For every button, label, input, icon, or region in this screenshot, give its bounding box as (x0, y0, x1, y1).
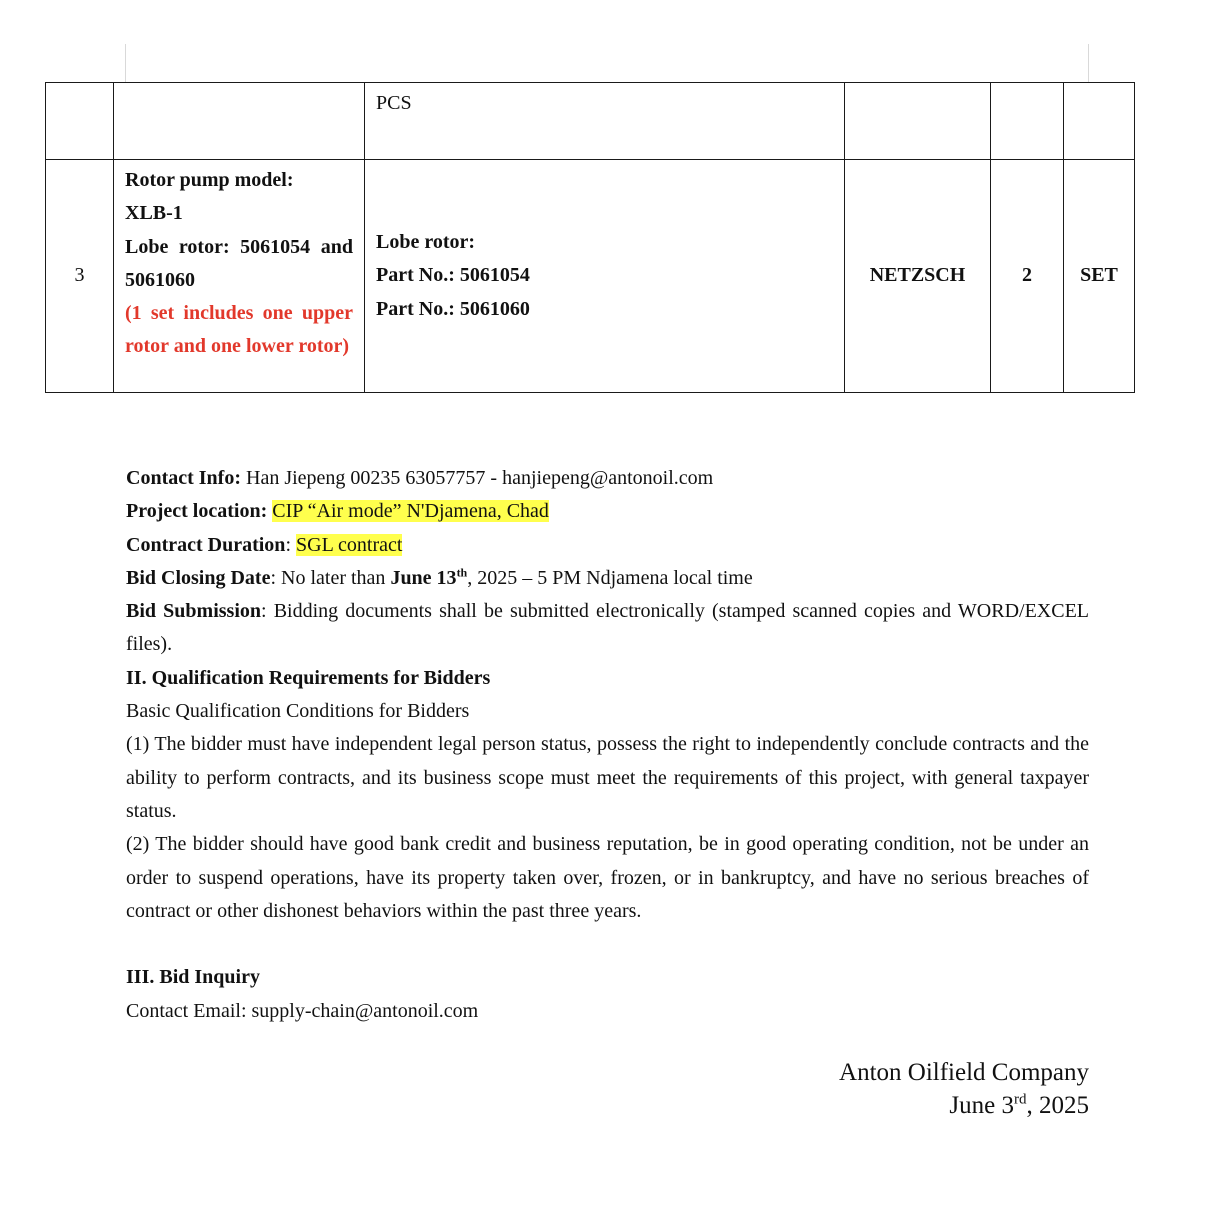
bid-submission: Bid Submission: Bidding documents shall be submitted electronically (stamped scanned copies and WORD/EXCEL files). (126, 600, 1089, 656)
project-location: Project location: CIP “Air mode” N'Djamena, Chad (126, 500, 549, 523)
contact-info: Contact Info: Han Jiepeng 00235 63057757 - hanjiepeng@antonoil.com (126, 467, 714, 489)
cell-unit (1064, 160, 1135, 393)
pump-model-value: XLB-1 (125, 202, 183, 225)
section-2-heading: II. Qualification Requirements for Bidders (126, 666, 491, 689)
cell-qty (991, 83, 1064, 160)
pump-model-label: Rotor pump model: (125, 169, 294, 191)
cell-brand (845, 83, 991, 160)
qualification-item-1: (1) The bidder must have independent legal person status, possess the right to independently conclude contracts and the ability to perform contracts, and its business scope must meet the requirements of this project, with general taxpayer status. (126, 733, 1089, 822)
table-row (46, 160, 1135, 393)
row-number: 3 (74, 264, 85, 287)
section-2-subheading: Basic Qualification Conditions for Bidders (126, 700, 470, 723)
set-note: (1 set includes one upper rotor and one lower rotor) (125, 302, 353, 358)
cell-no (46, 83, 114, 160)
cell-name (114, 83, 365, 160)
table-row (46, 83, 1135, 160)
cell-brand (845, 160, 991, 393)
margin-guide-left (125, 44, 126, 82)
unit: SET (1080, 264, 1118, 287)
signature-date: June 3rd, 2025 (949, 1091, 1089, 1119)
bid-closing-date: Bid Closing Date: No later than June 13th, 2025 – 5 PM Ndjamena local time (126, 565, 753, 589)
spec-part-1: Part No.: 5061054 (376, 264, 530, 287)
cell-spec (365, 160, 845, 393)
quantity: 2 (1022, 264, 1032, 287)
signature-block (839, 1056, 1089, 1122)
company-name: Anton Oilfield Company (839, 1059, 1089, 1086)
contract-duration: Contract Duration: SGL contract (126, 533, 403, 556)
section-3-heading: III. Bid Inquiry (126, 966, 260, 989)
qualification-item-2: (2) The bidder should have good bank credit and business reputation, be in good operating condition, not be under an order to suspend operations, have its property taken over, frozen, or in bankruptcy, and have no serious breaches of contract or other dishonest behaviors within the past three years. (126, 833, 1089, 922)
cell-name (114, 160, 365, 393)
spec-part-2: Part No.: 5061060 (376, 297, 530, 320)
items-table (45, 82, 1135, 393)
lobe-rotor-parts: Lobe rotor: 5061054 and 5061060 (125, 235, 353, 291)
cell-spec (365, 83, 845, 160)
spec-text: PCS (376, 92, 412, 114)
document-body (126, 462, 1089, 1028)
contact-email: Contact Email: supply-chain@antonoil.com (126, 999, 479, 1022)
cell-unit (1064, 83, 1135, 160)
cell-qty (991, 160, 1064, 393)
brand: NETZSCH (869, 264, 966, 287)
cell-no (46, 160, 114, 393)
margin-guide-right (1088, 44, 1089, 82)
spec-title: Lobe rotor: (376, 231, 476, 254)
